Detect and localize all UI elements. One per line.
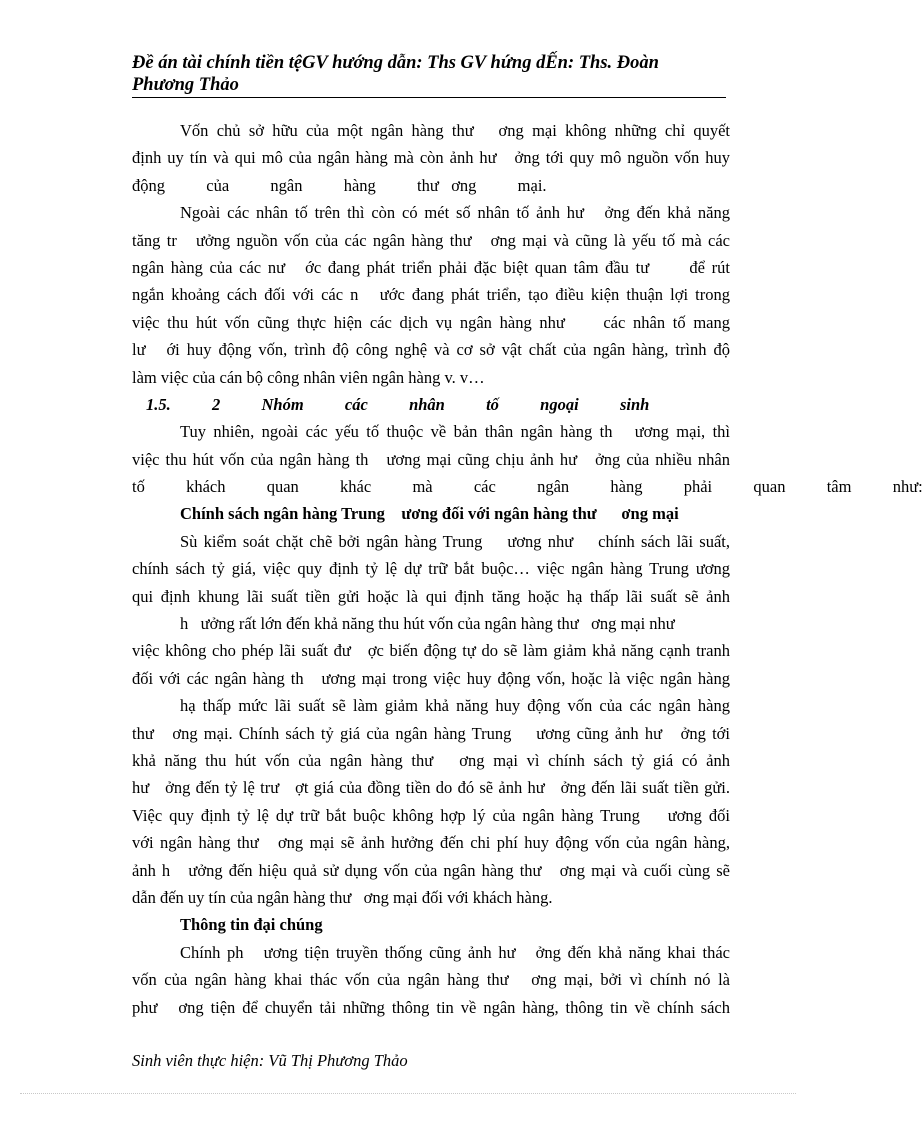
text-line: Việc quy định tỷ lệ dự trữ bắt buộc không hợp lý của ngân hàng Trung ương đối	[132, 805, 730, 825]
text-line: tố khách quan khác mà các ngân hàng phải quan tâm như:	[132, 477, 923, 497]
text-line: khả năng thu hút vốn của ngân hàng thư ơng mại vì chính sách tỷ giá có ảnh	[132, 750, 730, 770]
text-line: ảnh h ưởng đến hiệu quả sử dụng vốn của ngân hàng thư ơng mại và cuối cùng sẽ	[132, 860, 730, 880]
subheading-mass-media: Thông tin đại chúng	[180, 915, 323, 935]
page-header	[132, 52, 726, 96]
text-line: hạ thấp mức lãi suất sẽ làm giảm khả năng huy động vốn của các ngân hàng	[180, 696, 730, 716]
text-line: định uy tín và qui mô của ngân hàng mà còn ảnh hư ởng tới quy mô nguồn vốn huy	[132, 148, 730, 168]
text-line: h ưởng rất lớn đến khả năng thu hút vốn của ngân hàng thư ơng mại như	[180, 614, 675, 634]
text-line: lư ới huy động vốn, trình độ công nghệ và cơ sở vật chất của ngân hàng, trình độ	[132, 340, 730, 360]
text-line: phư ơng tiện để chuyển tải những thông tin về ngân hàng, thông tin về chính sách	[132, 997, 730, 1017]
text-line: vốn của ngân hàng khai thác vốn của ngân hàng thư ơng mại, bởi vì chính nó là	[132, 970, 730, 990]
text-line: qui định khung lãi suất tiền gửi hoặc là qui định tăng hoặc hạ thấp lãi suất sẽ ảnh	[132, 586, 730, 606]
text-line: Vốn chủ sở hữu của một ngân hàng thư ơng mại không những chỉ quyết	[180, 121, 730, 140]
text-line: Sù kiểm soát chặt chẽ bởi ngân hàng Trung ương như chính sách lãi suất,	[180, 531, 730, 551]
header-divider	[132, 97, 726, 98]
section-heading: 1.5. 2 Nhóm các nhân tố ngoại sinh	[146, 394, 650, 414]
subheading-central-bank-policy: Chính sách ngân hàng Trung ương đối với ngân hàng thư ơng mại	[180, 504, 679, 524]
text-line: việc thu hút vốn của ngân hàng th ương mại cũng chịu ảnh hư ởng của nhiều nhân	[132, 449, 730, 469]
text-line: với ngân hàng thư ơng mại sẽ ảnh hưởng đến chi phí huy động vốn của ngân hàng,	[132, 833, 730, 853]
text-line: ngắn khoảng cách đối với các n ước đang phát triển, tạo điều kiện thuận lợi trong	[132, 285, 730, 305]
text-line: hư ởng đến tỷ lệ trư ợt giá của đồng tiền do đó sẽ ảnh hư ởng đến lãi suất tiền gửi.	[132, 778, 730, 798]
header-line-1: Đề án tài chính tiền tệGV hướng dẫn: Ths GV hứng dẾn: Ths. Đoàn	[132, 53, 659, 73]
page-footer: Sinh viên thực hiện: Vũ Thị Phương Thảo	[132, 1051, 408, 1070]
text-line: Chính ph ương tiện truyền thống cũng ảnh hư ởng đến khả năng khai thác	[180, 942, 730, 962]
text-line: Ngoài các nhân tố trên thì còn có mét số nhân tố ảnh hư ởng đến khả năng	[180, 203, 730, 223]
text-line: việc thu hút vốn cũng thực hiện các dịch vụ ngân hàng như các nhân tố mang	[132, 312, 730, 332]
text-line: thư ơng mại. Chính sách tỷ giá của ngân hàng Trung ương cũng ảnh hư ởng tới	[132, 723, 730, 743]
text-line: tăng tr ưởng nguồn vốn của các ngân hàng thư ơng mại và cũng là yếu tố mà các	[132, 230, 730, 250]
text-line: động của ngân hàng thư ơng mại.	[132, 175, 547, 195]
text-line: đối với các ngân hàng th ương mại trong việc huy động vốn, hoặc là việc ngân hàng	[132, 668, 730, 688]
text-line: Tuy nhiên, ngoài các yếu tố thuộc về bản thân ngân hàng th ương mại, thì	[180, 422, 730, 442]
text-line: việc không cho phép lãi suất đư ợc biến động tự do sẽ làm giảm khả năng cạnh tranh	[132, 641, 730, 661]
header-line-2: Phương Thảo	[132, 75, 239, 95]
text-line: chính sách tỷ giá, việc quy định tỷ lệ dự trữ bắt buộc… việc ngân hàng Trung ương	[132, 559, 730, 579]
page-bottom-divider	[20, 1093, 796, 1094]
text-line: ngân hàng của các nư ớc đang phát triển phải đặc biệt quan tâm đầu tư để rút	[132, 257, 730, 277]
document-body	[132, 117, 923, 1021]
text-line: làm việc của cán bộ công nhân viên ngân hàng v. v…	[132, 367, 485, 387]
text-line: dẫn đến uy tín của ngân hàng thư ơng mại đối với khách hàng.	[132, 887, 553, 907]
